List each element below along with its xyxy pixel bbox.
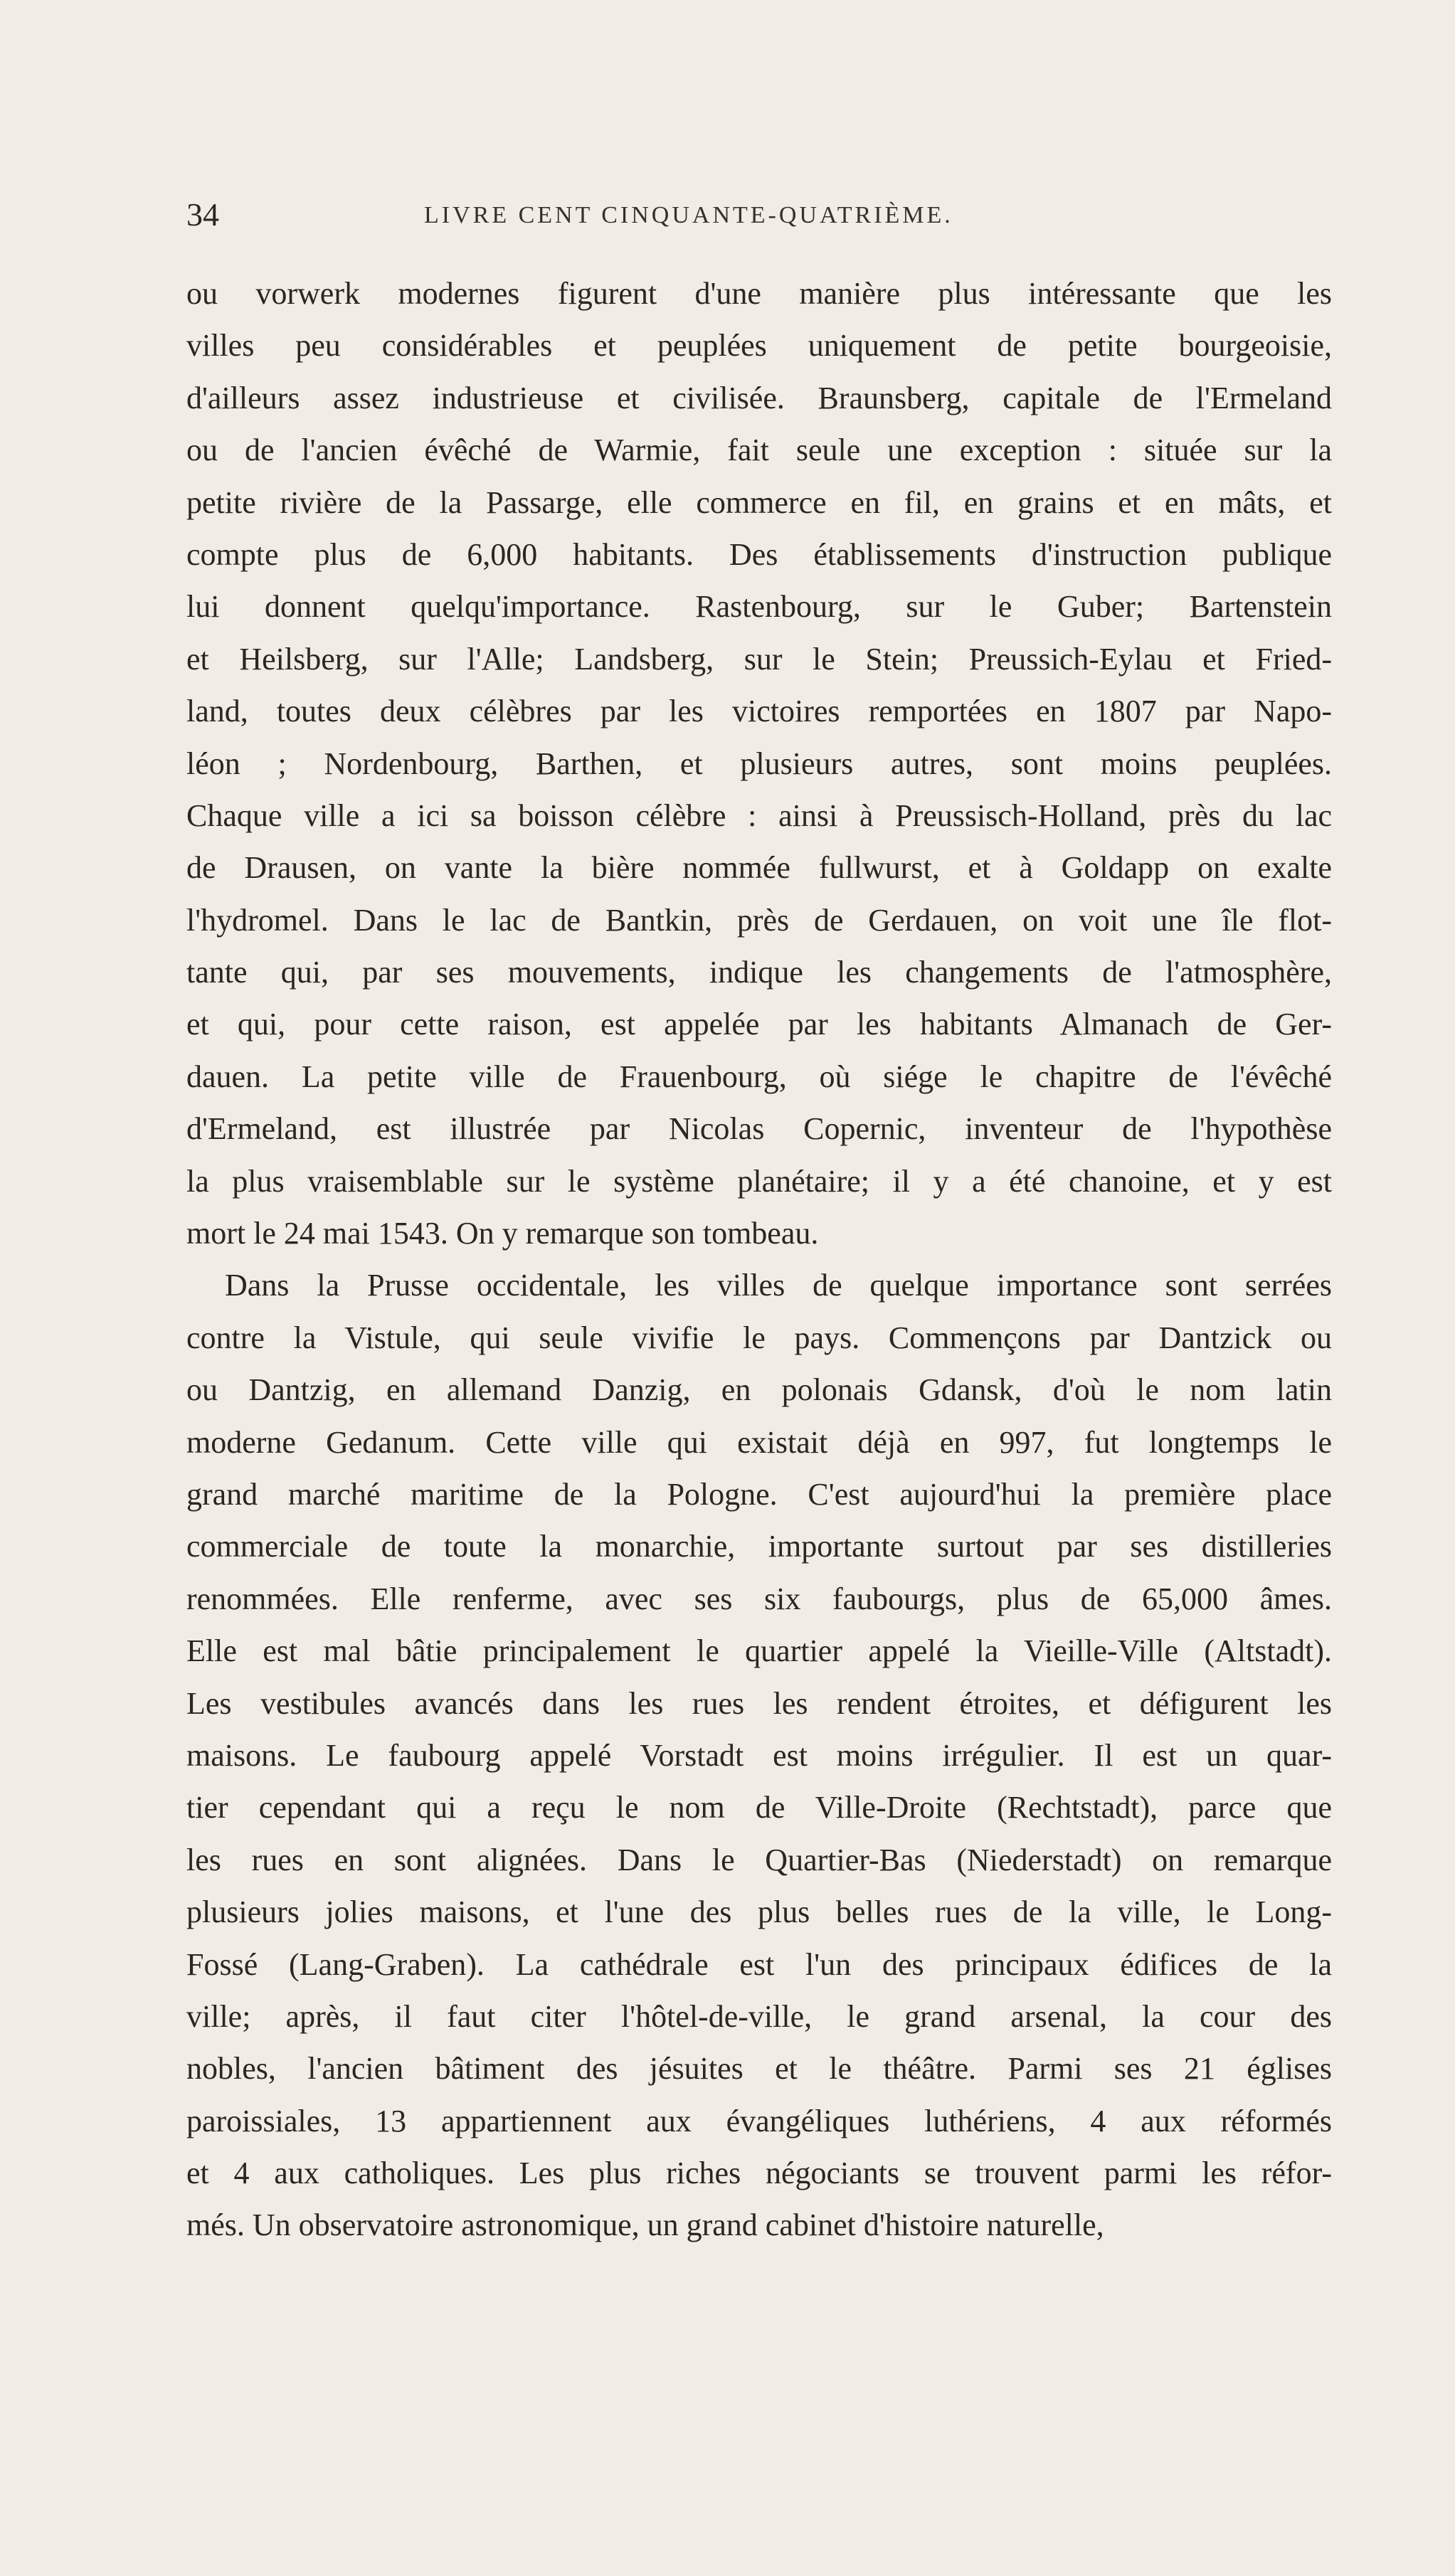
text-line: ou de l'ancien évêché de Warmie, fait seule une exception : située sur la <box>186 433 1332 468</box>
text-line: més. Un observatoire astronomique, un grand cabinet d'histoire naturelle, <box>186 2207 1104 2243</box>
text-line: et Heilsberg, sur l'Alle; Landsberg, sur le Stein; Preussich-Eylau et Fried- <box>186 641 1332 677</box>
text-line: et 4 aux catholiques. Les plus riches négociants se trouvent parmi les réfor- <box>186 2156 1332 2191</box>
running-title: LIVRE CENT CINQUANTE-QUATRIÈME. <box>424 202 953 228</box>
text-line: d'Ermeland, est illustrée par Nicolas Copernic, inventeur de l'hypothèse <box>186 1111 1332 1147</box>
text-line: renommées. Elle renferme, avec ses six faubourgs, plus de 65,000 âmes. <box>186 1581 1332 1616</box>
text-line: Elle est mal bâtie principalement le quartier appelé la Vieille-Ville (Altstadt). <box>186 1633 1332 1669</box>
text-line: grand marché maritime de la Pologne. C'est aujourd'hui la première place <box>186 1476 1332 1512</box>
page-number: 34 <box>186 196 219 233</box>
text-line: tante qui, par ses mouvements, indique les changements de l'atmosphère, <box>186 955 1332 990</box>
text-line: tier cependant qui a reçu le nom de Ville-Droite (Rechtstadt), parce que <box>186 1790 1332 1825</box>
text-line: la plus vraisemblable sur le système planétaire; il y a été chanoine, et y est <box>186 1163 1332 1199</box>
text-line: dauen. La petite ville de Frauenbourg, où siége le chapitre de l'évêché <box>186 1059 1332 1094</box>
text-line: commerciale de toute la monarchie, importante surtout par ses distilleries <box>186 1529 1332 1564</box>
text-line: d'ailleurs assez industrieuse et civilisée. Braunsberg, capitale de l'Ermeland <box>186 380 1332 415</box>
text-line: Dans la Prusse occidentale, les villes de quelque importance sont serrées <box>225 1268 1332 1303</box>
page-header <box>186 194 1332 236</box>
text-line: mort le 24 mai 1543. On y remarque son tombeau. <box>186 1216 819 1251</box>
text-line: contre la Vistule, qui seule vivifie le pays. Commençons par Dantzick ou <box>186 1320 1332 1355</box>
text-line: plusieurs jolies maisons, et l'une des plus belles rues de la ville, le Long- <box>186 1894 1332 1930</box>
text-line: ou vorwerk modernes figurent d'une manière plus intéressante que les <box>186 276 1332 311</box>
text-line: land, toutes deux célèbres par les victoires remportées en 1807 par Napo- <box>186 694 1332 729</box>
text-line: ville; après, il faut citer l'hôtel-de-ville, le grand arsenal, la cour des <box>186 1998 1332 2034</box>
text-line: moderne Gedanum. Cette ville qui existait déjà en 997, fut longtemps le <box>186 1424 1332 1460</box>
text-line: les rues en sont alignées. Dans le Quartier-Bas (Niederstadt) on remarque <box>186 1842 1332 1877</box>
text-line: lui donnent quelqu'importance. Rastenbourg, sur le Guber; Bartenstein <box>186 589 1332 625</box>
text-line: Fossé (Lang-Graben). La cathédrale est l'un des principaux édifices de la <box>186 1946 1332 1982</box>
body-text <box>186 267 1332 2252</box>
text-line: maisons. Le faubourg appelé Vorstadt est moins irrégulier. Il est un quar- <box>186 1737 1332 1773</box>
text-line: l'hydromel. Dans le lac de Bantkin, près de Gerdauen, on voit une île flot- <box>186 902 1332 938</box>
text-line: petite rivière de la Passarge, elle commerce en fil, en grains et en mâts, et <box>186 484 1332 520</box>
text-line: nobles, l'ancien bâtiment des jésuites et le théâtre. Parmi ses 21 églises <box>186 2051 1332 2087</box>
text-line: de Drausen, on vante la bière nommée fullwurst, et à Goldapp on exalte <box>186 850 1332 886</box>
text-line: paroissiales, 13 appartiennent aux évangéliques luthériens, 4 aux réformés <box>186 2103 1332 2138</box>
text-line: Chaque ville a ici sa boisson célèbre : ainsi à Preussisch-Holland, près du lac <box>186 797 1332 833</box>
text-line: compte plus de 6,000 habitants. Des établissements d'instruction publique <box>186 536 1332 572</box>
text-line: ou Dantzig, en allemand Danzig, en polonais Gdansk, d'où le nom latin <box>186 1372 1332 1408</box>
text-line: et qui, pour cette raison, est appelée par les habitants Almanach de Ger- <box>186 1007 1332 1042</box>
text-line: villes peu considérables et peuplées uniquement de petite bourgeoisie, <box>186 328 1332 364</box>
text-line: Les vestibules avancés dans les rues les rendent étroites, et défigurent les <box>186 1685 1332 1721</box>
text-line: léon ; Nordenbourg, Barthen, et plusieurs autres, sont moins peuplées. <box>186 746 1332 781</box>
